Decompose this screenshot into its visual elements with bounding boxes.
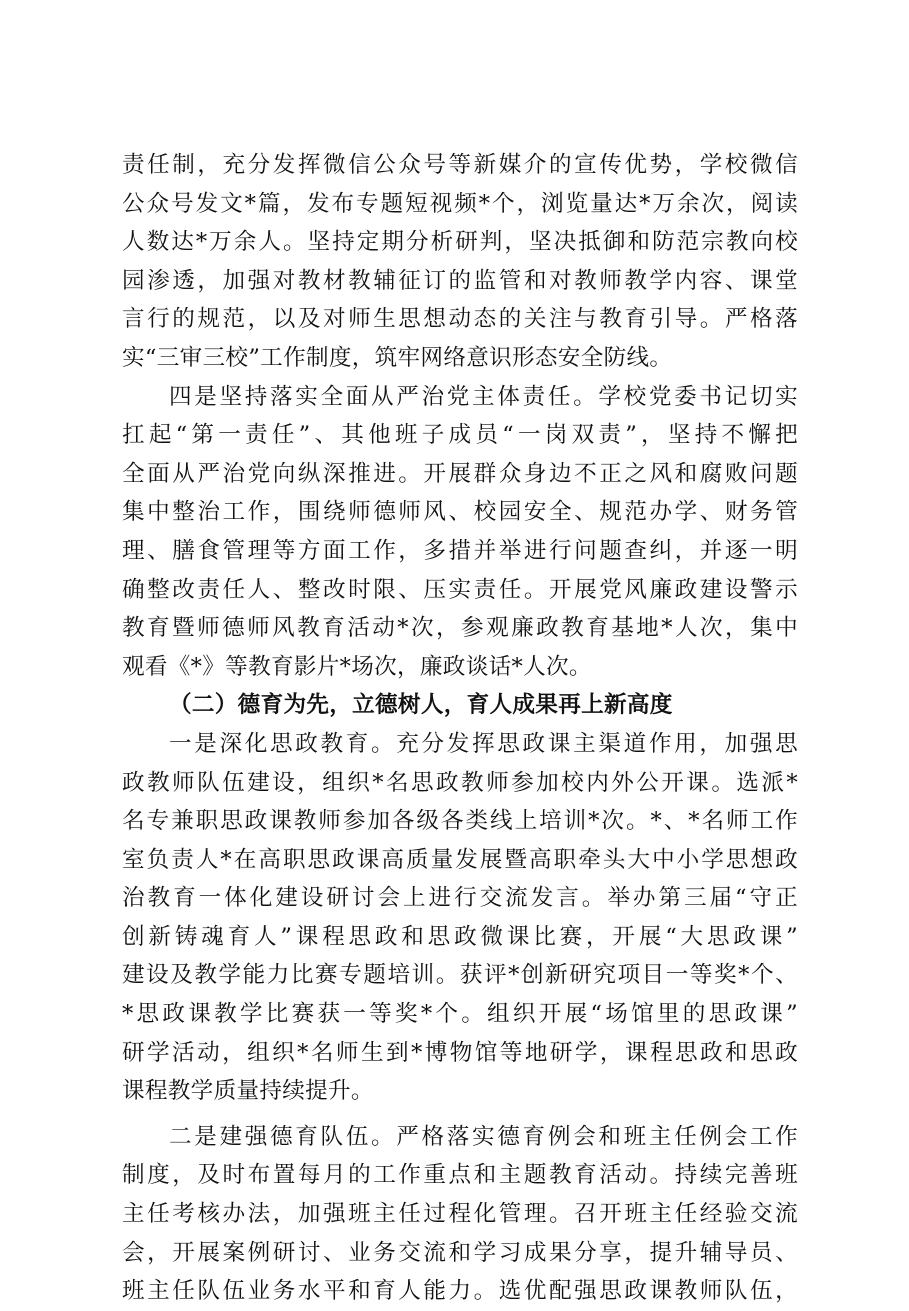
text-line: 会，开展案例研讨、业务交流和学习成果分享，提升辅导员、 bbox=[122, 1239, 798, 1266]
text-line: 室负责人*在高职思政课高质量发展暨高职牵头大中小学思想政 bbox=[122, 846, 798, 873]
text-line: 理、膳食管理等方面工作，多措并举进行问题查纠，并逐一明 bbox=[122, 537, 798, 564]
text-line: 治教育一体化建设研讨会上进行交流发言。举办第三届“守正 bbox=[122, 885, 798, 912]
text-line: 确整改责任人、整改时限、压实责任。开展党风廉政建设警示 bbox=[122, 576, 798, 603]
section-heading bbox=[122, 686, 798, 725]
text-line: 实“三审三校”工作制度，筑牢网络意识形态安全防线。 bbox=[122, 344, 673, 371]
text-line: 园渗透，加强对教材教辅征订的监管和对教师教学内容、课堂 bbox=[122, 267, 798, 294]
text-line: 建设及教学能力比赛专题培训。获评*创新研究项目一等奖*个、 bbox=[122, 962, 798, 989]
text-line: 人数达*万余人。坚持定期分析研判，坚决抵御和防范宗教向校 bbox=[122, 229, 798, 256]
text-line: 四是坚持落实全面从严治党主体责任。学校党委书记切实 bbox=[169, 383, 798, 410]
text-line: 公众号发文*篇，发布专题短视频*个，浏览量达*万余次，阅读 bbox=[122, 190, 798, 217]
text-line: 责任制，充分发挥微信公众号等新媒介的宣传优势，学校微信 bbox=[122, 152, 798, 178]
paragraph-spacer bbox=[122, 1111, 798, 1118]
text-line: 教育暨师德师风教育活动*次，参观廉政教育基地*人次，集中 bbox=[122, 615, 798, 642]
text-line: 一是深化思政教育。充分发挥思政课主渠道作用，加强思 bbox=[169, 730, 798, 757]
text-line: 课程教学质量持续提升。 bbox=[122, 1078, 374, 1105]
text-line: 政教师队伍建设，组织*名思政教师参加校内外公开课。选派* bbox=[122, 769, 798, 796]
text-line: 观看《*》等教育影片*场次，廉政谈话*人次。 bbox=[122, 653, 592, 680]
paragraph-continuation bbox=[122, 146, 798, 378]
text-line: 制度，及时布置每月的工作重点和主题教育活动。持续完善班 bbox=[122, 1162, 798, 1189]
text-line: 扛起“第一责任”、其他班子成员“一岗双责”，坚持不懈把 bbox=[122, 422, 798, 449]
text-line: 创新铸魂育人”课程思政和思政微课比赛，开展“大思政课” bbox=[122, 923, 798, 950]
paragraph-moral-education-team bbox=[122, 1118, 798, 1311]
text-line: 名专兼职思政课教师参加各级各类线上培训*次。*、*名师工作 bbox=[122, 808, 798, 835]
text-line: 二是建强德育队伍。严格落实德育例会和班主任例会工作 bbox=[169, 1123, 798, 1150]
section-heading-text: （二）德育为先，立德树人，育人成果再上新高度 bbox=[169, 692, 673, 719]
text-line: 主任考核办法，加强班主任过程化管理。召开班主任经验交流 bbox=[122, 1201, 798, 1228]
text-line: 研学活动，组织*名师生到*博物馆等地研学，课程思政和思政 bbox=[122, 1039, 798, 1066]
text-line: *思政课教学比赛获一等奖*个。组织开展“场馆里的思政课” bbox=[122, 1001, 798, 1028]
text-line: 言行的规范，以及对师生思想动态的关注与教育引导。严格落 bbox=[122, 306, 798, 333]
paragraph-party-responsibility bbox=[122, 378, 798, 687]
paragraph-ideological-education bbox=[122, 725, 798, 1111]
text-line: 集中整治工作，围绕师德师风、校园安全、规范办学、财务管 bbox=[122, 499, 798, 526]
text-line: 班主任队伍业务水平和育人能力。选优配强思政课教师队伍， bbox=[122, 1278, 798, 1305]
text-line: 全面从严治党向纵深推进。开展群众身边不正之风和腐败问题 bbox=[122, 460, 798, 487]
document-page bbox=[122, 146, 798, 1311]
